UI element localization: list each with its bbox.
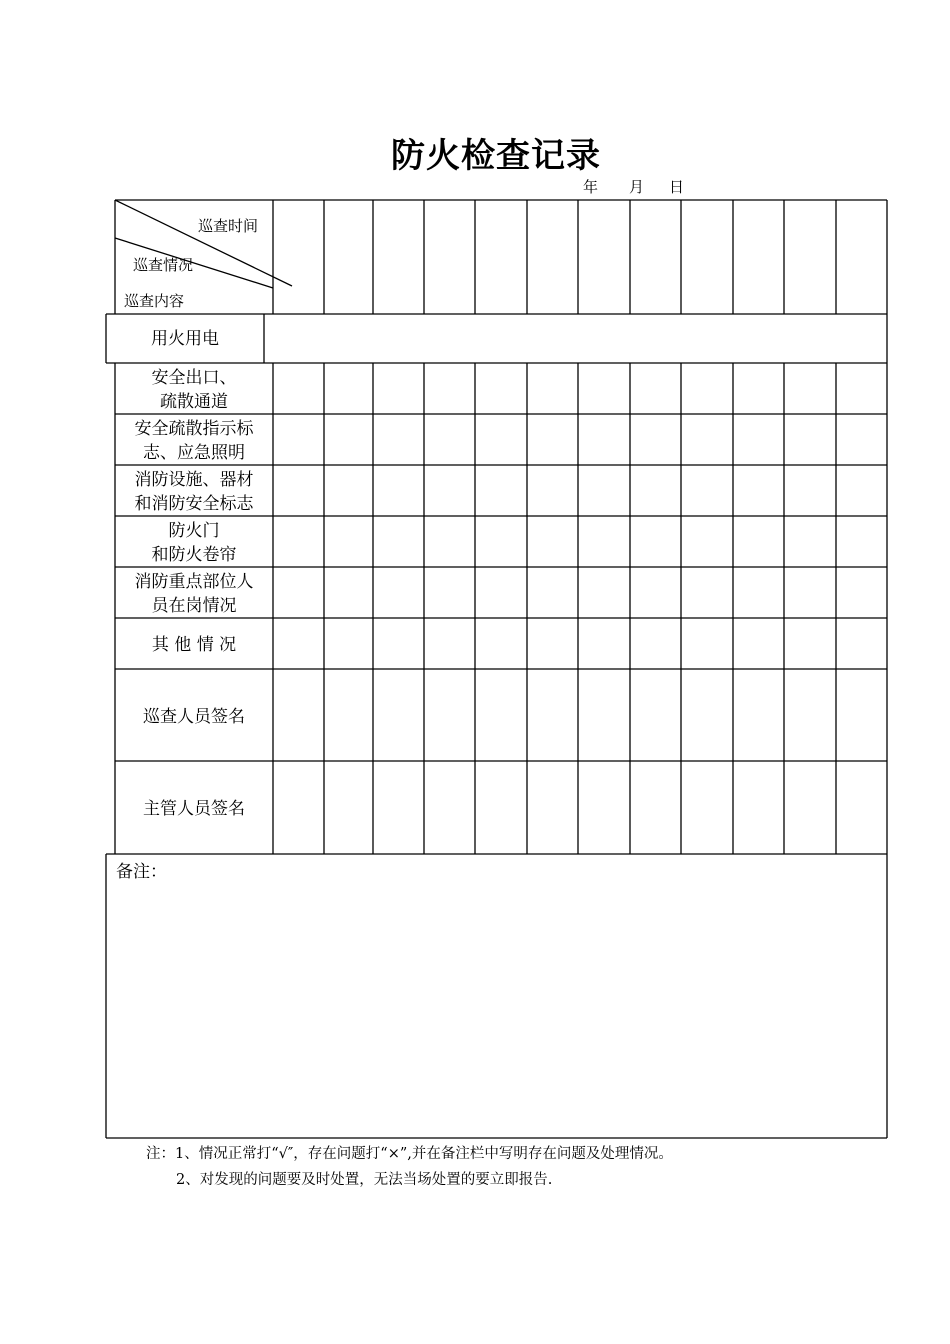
row-label-4-2: 和消防安全标志 — [134, 494, 254, 514]
row-label-6-1: 消防重点部位人 — [134, 572, 254, 592]
row-label-6-2: 员在岗情况 — [151, 596, 237, 616]
header-time-label: 巡查时间 — [198, 217, 259, 235]
row-label-7-1: 其 他 情 况 — [151, 635, 237, 655]
row-label-8-1: 巡查人员签名 — [143, 707, 245, 727]
date-day: 日 — [669, 178, 685, 196]
note-1: 注：1、情况正常打“√″，存在问题打“×”,并在备注栏中写明存在问题及处理情况。 — [146, 1146, 673, 1162]
row-label-2-2: 疏散通道 — [160, 392, 228, 412]
date-line — [583, 176, 684, 197]
header-content-label: 巡查内容 — [124, 292, 185, 310]
row-label-9-1: 主管人员签名 — [143, 799, 245, 819]
row-label-5-1: 防火门 — [168, 521, 220, 541]
remarks-label: 备注： — [116, 862, 167, 882]
row-label-3-1: 安全疏散指示标 — [134, 419, 254, 439]
date-year: 年 — [583, 178, 599, 196]
row-label-1-1: 用火用电 — [151, 329, 219, 349]
date-month: 月 — [629, 178, 645, 196]
row-label-3-2: 志、应急照明 — [143, 443, 245, 463]
page-title: 防火检查记录 — [391, 136, 601, 176]
note-2: 2、对发现的问题要及时处置，无法当场处置的要立即报告. — [176, 1172, 553, 1188]
row-label-2-1: 安全出口、 — [151, 368, 237, 388]
header-status-label: 巡查情况 — [133, 256, 194, 274]
row-label-4-1: 消防设施、器材 — [134, 470, 254, 490]
row-label-5-2: 和防火卷帘 — [151, 545, 237, 565]
